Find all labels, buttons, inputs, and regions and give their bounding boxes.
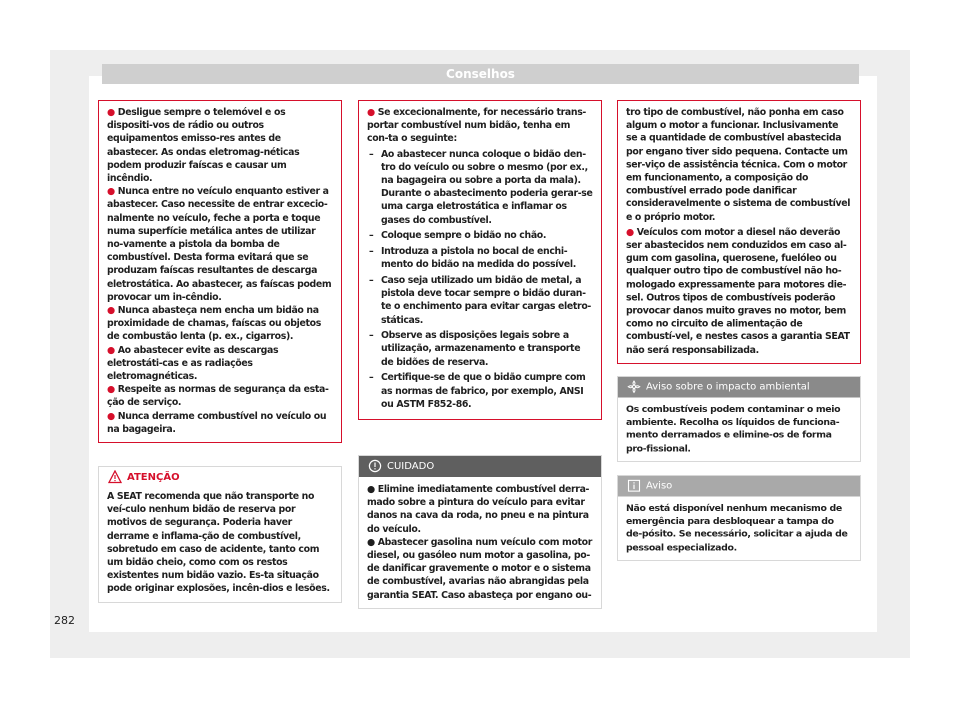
list-item: [107, 185, 333, 304]
bullet-icon: ●: [107, 305, 115, 317]
aviso-title: Aviso: [646, 480, 673, 492]
list-item: ● Veículos com motor a diesel não deverão ser abastecidos nem conduzidos em caso al-gum com gasolina, querosene, fuelóleo ou qualquer outro tipo de combustível não ho-mologado expressamente para motores die-sel. Outros tipos de combustíveis poderão provocar danos muito graves no motor, bem como no circuito de alimentação de combustí-vel, e nestes casos a garantia SEAT não será responsabilizada.: [626, 226, 850, 356]
dash-marker: –: [369, 372, 374, 384]
list-item: [107, 344, 333, 384]
dash-text: Caso seja utilizado um bidão de metal, a pistola deve tocar sempre o bidão duran-te o enchimento para evitar cargas eletro-státicas.: [381, 274, 591, 326]
bullet-icon: ●: [107, 384, 115, 396]
section-header: Conselhos: [102, 64, 859, 84]
dash-marker: –: [369, 274, 374, 286]
list-item: ● Se excecionalmente, for necessário trans-portar combustível num bidão, tenha em con-ta o seguinte:: [367, 107, 586, 145]
dash-item: [369, 371, 593, 411]
bullet-icon: ●: [367, 484, 375, 495]
dash-marker: –: [369, 246, 374, 258]
environment-title: Aviso sobre o impacto ambiental: [646, 381, 810, 393]
dash-marker: –: [369, 230, 374, 242]
aviso-text: Não está disponível nenhum mecanismo de emergência para desbloquear a tampa do de-pósito. Se necessário, solicitar a ajuda de pessoal especializado.: [626, 503, 848, 553]
environment-notice-box: [617, 376, 861, 462]
bullet-icon: ●: [107, 410, 115, 422]
dash-text: Certifique-se de que o bidão cumpre com as normas de fabrico, por exemplo, ANSI ou ASTM F852-86.: [381, 372, 586, 410]
aviso-header: [618, 476, 860, 497]
fuel-error-box: [617, 100, 861, 364]
cuidado-box: [358, 455, 602, 609]
tip-text: Nunca entre no veículo enquanto estiver a abastecer. Caso necessite de entrar excecio-nalmente no veículo, feche a porta e toque numa superfície metálica antes de utilizar no-vamente a pistola da bomba de combustível. Desta forma evitará que se produzam faíscas resultantes de descarga eletrostática. Ao abastecer, as faíscas podem provocar um in-cêndio.: [107, 186, 332, 303]
environment-header: [618, 377, 860, 398]
bullet-icon: ●: [107, 344, 115, 356]
atencao-box: [98, 466, 342, 603]
leaf-icon: [627, 380, 641, 394]
dash-item: [369, 245, 593, 271]
tip-text: Ao abastecer evite as descargas eletrostáti-cas e as radiações eletromagnéticas.: [107, 344, 279, 383]
safety-tips-box: [98, 100, 342, 443]
list-item: [107, 383, 333, 409]
dash-item: [369, 274, 593, 327]
bullet-icon: ●: [107, 107, 115, 118]
dash-text: Introduza a pistola no bocal de enchi-mento do bidão na medida do possível.: [381, 246, 576, 271]
info-icon: [627, 479, 641, 493]
list-item: [107, 304, 333, 344]
bullet-icon: ●: [367, 536, 375, 548]
diesel-text: Veículos com motor a diesel não deverão ser abastecidos nem conduzidos em caso al-gum com gasolina, querosene, fuelóleo ou qualquer outro tipo de combustível não ho-mologado expressamente para motores die-sel. Outros tipos de combustíveis poderão provocar danos muito graves no motor, bem como no circuito de alimentação de combustí-vel, e nestes casos a garantia SEAT não será responsabilizada.: [626, 226, 850, 356]
jerrycan-tips-box: [358, 100, 602, 420]
list-item: [107, 106, 333, 185]
continuation-text: tro tipo de combustível, não ponha em caso algum o motor a funcionar. Inclusivamente se a quantidade de combustível abastecida por engano tiver sido pequena. Contacte um ser-viço de assistência técnica. Com o motor em funcionamento, a composição do combustível errado pode danificar consideravelmente o sistema de combustível e o próprio motor.: [626, 106, 851, 223]
bullet-icon: ●: [107, 186, 115, 198]
tip-text: Nunca derrame combustível no veículo ou na bagageira.: [107, 410, 327, 435]
aviso-box: [617, 475, 861, 561]
list-item: [367, 536, 593, 602]
atencao-text: A SEAT recomenda que não transporte no veí-culo nenhum bidão de reserva por motivos de segurança. Poderia haver derrame e inflama-ção de combustível, sobretudo em caso de acidente, tanto com um bidão cheio, como com os restos existentes num bidão vazio. Es-ta situação pode originar explosões, incên-dios e lesões.: [107, 491, 330, 595]
dash-text: Ao abastecer nunca coloque o bidão den-tro do veículo ou sobre o mesmo (por ex., na bagageira ou sobre a porta da mala). Durante o abastecimento poderia gerar-se uma carga eletrostática e inflamar os gases do combustível.: [381, 148, 593, 226]
environment-text: Os combustíveis podem contaminar o meio ambiente. Recolha os líquidos de funciona-mento derramados e elimine-os de forma pro-fissional.: [626, 404, 841, 454]
dash-marker: –: [369, 148, 374, 160]
dash-item: [369, 148, 593, 227]
atencao-title: ATENÇÃO: [127, 472, 180, 483]
tip-intro: Se excecionalmente, for necessário trans-portar combustível num bidão, tenha em con-ta o seguinte:: [367, 107, 586, 145]
tip-text: Nunca abasteça nem encha um bidão na proximidade de chamas, faíscas ou objetos de combustão lenta (p. ex., cigarros).: [107, 305, 321, 343]
list-item: [367, 483, 593, 536]
list-item: [107, 410, 333, 436]
cuidado-header: [359, 456, 601, 477]
atencao-header: [99, 467, 341, 488]
page-number: 282: [54, 614, 75, 627]
info-circle-icon: [368, 459, 382, 473]
tip-text: Desligue sempre o telemóvel e os dispositi-vos de rádio ou outros equipamentos emisso-res antes de abastecer. As ondas eletromag-néticas podem produzir faíscas e causar um incêndio.: [107, 107, 300, 185]
warning-icon: [108, 470, 122, 484]
cuidado-text: Elimine imediatamente combustível derra-mado sobre a pintura do veículo para evitar danos na cava da roda, no pneu e na pintura do veículo.: [367, 484, 590, 535]
cuidado-title: CUIDADO: [387, 461, 435, 472]
tip-text: Respeite as normas de segurança da esta-ção de serviço.: [107, 384, 329, 409]
dash-item: [369, 229, 593, 242]
dash-text: Coloque sempre o bidão no chão.: [381, 230, 547, 242]
dash-marker: –: [369, 330, 374, 342]
cuidado-text: Abastecer gasolina num veículo com motor diesel, ou gasóleo num motor a gasolina, po-de danificar gravemente o motor e o sistema de combustível, avarias não abrangidas pela garantia SEAT. Caso abasteça por engano ou-: [367, 536, 593, 601]
dash-text: Observe as disposições legais sobre a utilização, armazenamento e transporte de bidões de reserva.: [381, 330, 581, 368]
dash-item: [369, 329, 593, 369]
